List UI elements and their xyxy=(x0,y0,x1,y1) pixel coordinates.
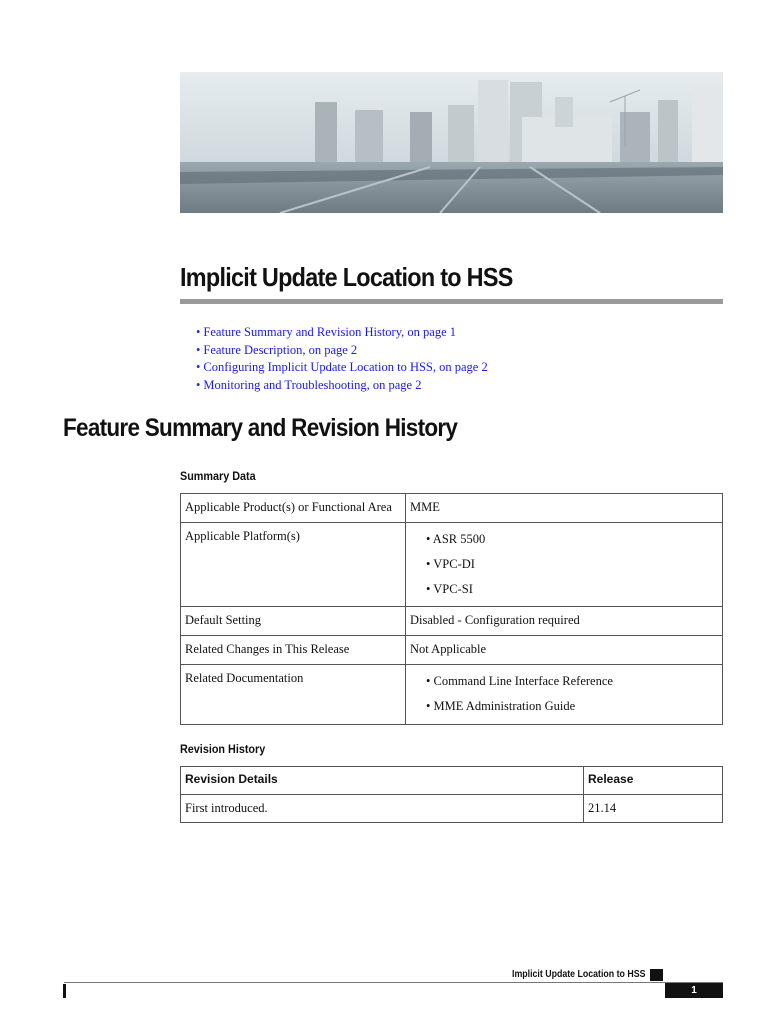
title-divider xyxy=(180,299,723,304)
city-banner-image xyxy=(180,72,723,213)
footer-chapter-title: Implicit Update Location to HSS xyxy=(512,969,646,980)
row-value: Not Applicable xyxy=(406,636,723,665)
documentation-list xyxy=(426,669,718,719)
toc-item xyxy=(196,342,488,360)
row-value: MME xyxy=(406,494,723,523)
toc-link-feature-description[interactable]: Feature Description, on page 2 xyxy=(203,342,358,357)
section-title: Feature Summary and Revision History xyxy=(63,414,458,442)
toc-item xyxy=(196,359,488,377)
row-label: Related Documentation xyxy=(181,665,406,725)
bullet-icon: • xyxy=(196,360,201,374)
row-label: Applicable Platform(s) xyxy=(181,523,406,607)
list-item: • ASR 5500 xyxy=(426,532,486,546)
toc-item xyxy=(196,324,488,342)
row-value xyxy=(406,523,723,607)
row-label: Default Setting xyxy=(181,607,406,636)
row-label: Applicable Product(s) or Functional Area xyxy=(181,494,406,523)
row-value xyxy=(406,665,723,725)
toc-link-configuring[interactable]: Configuring Implicit Update Location to HSS, on page 2 xyxy=(203,360,488,374)
list-item: • VPC-SI xyxy=(426,582,473,596)
table-row xyxy=(181,636,723,665)
page-number: 1 xyxy=(665,983,723,998)
table-row xyxy=(181,494,723,523)
bullet-icon: • xyxy=(196,325,201,339)
table-of-contents xyxy=(196,324,488,394)
table-row xyxy=(181,795,723,823)
row-label: Related Changes in This Release xyxy=(181,636,406,665)
bullet-icon: • xyxy=(196,342,201,357)
summary-data-heading: Summary Data xyxy=(180,469,256,483)
release-cell: 21.14 xyxy=(584,795,723,823)
footer-marker xyxy=(650,969,663,981)
table-row xyxy=(181,665,723,725)
toc-item xyxy=(196,377,488,395)
footer-divider xyxy=(64,982,723,983)
footer-edge-marker xyxy=(63,984,66,998)
revision-history-heading: Revision History xyxy=(180,742,266,756)
revision-details-cell: First introduced. xyxy=(181,795,584,823)
list-item: • Command Line Interface Reference xyxy=(426,674,613,688)
platform-list xyxy=(426,527,718,602)
column-header: Revision Details xyxy=(181,767,584,795)
list-item: • VPC-DI xyxy=(426,557,475,571)
toc-link-feature-summary[interactable]: Feature Summary and Revision History, on page 1 xyxy=(203,325,457,339)
table-row xyxy=(181,607,723,636)
table-header-row xyxy=(181,767,723,795)
bullet-icon: • xyxy=(196,377,201,392)
toc-link-monitoring[interactable]: Monitoring and Troubleshooting, on page 2 xyxy=(203,377,422,392)
summary-data-table xyxy=(180,493,723,725)
table-row xyxy=(181,523,723,607)
column-header: Release xyxy=(584,767,723,795)
revision-history-table xyxy=(180,766,723,823)
list-item: • MME Administration Guide xyxy=(426,699,576,713)
row-value: Disabled - Configuration required xyxy=(406,607,723,636)
chapter-title: Implicit Update Location to HSS xyxy=(180,262,513,292)
